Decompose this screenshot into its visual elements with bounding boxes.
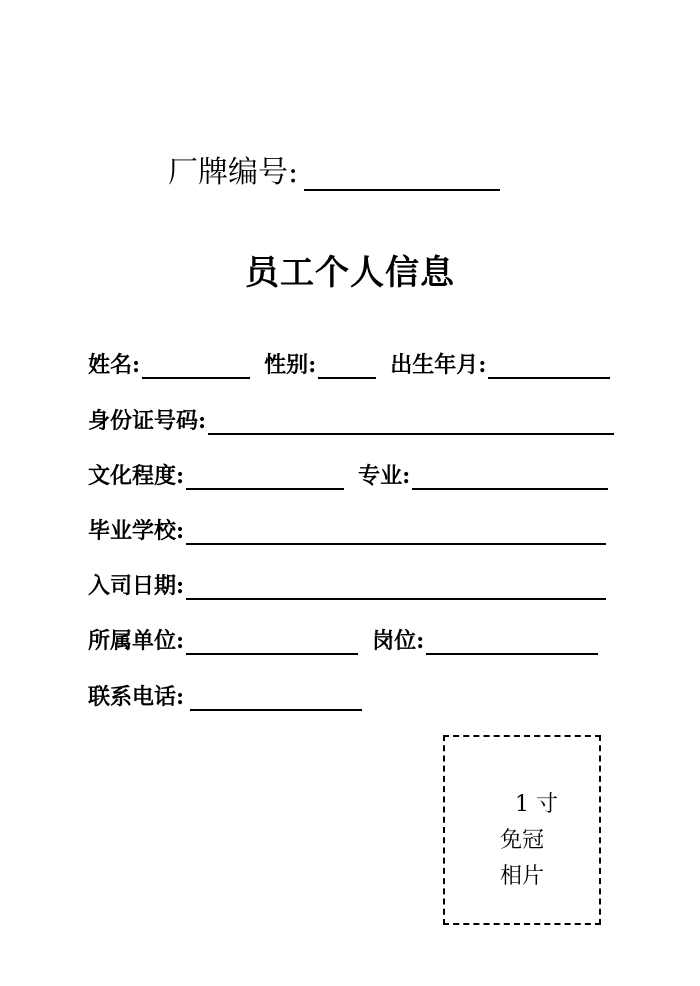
form-row-join-date (88, 568, 606, 600)
badge-number-label: 厂牌编号: (168, 155, 299, 190)
gender-field (264, 348, 376, 379)
join-date-field (88, 569, 606, 600)
education-label: 文化程度: (88, 463, 185, 489)
school-field (88, 514, 606, 545)
phone-field (88, 680, 362, 711)
form-row-department (88, 623, 598, 655)
phone-blank[interactable] (190, 685, 362, 711)
school-blank[interactable] (186, 519, 606, 545)
birth-blank[interactable] (488, 353, 610, 379)
name-field (88, 348, 250, 379)
name-label: 姓名: (88, 352, 141, 378)
form-row-school (88, 513, 606, 545)
major-field (358, 459, 608, 490)
id-label: 身份证号码: (88, 408, 207, 434)
photo-label-text: 相片 (500, 864, 545, 889)
major-blank[interactable] (412, 464, 608, 490)
department-blank[interactable] (186, 629, 358, 655)
birth-field (390, 348, 610, 379)
department-field (88, 624, 358, 655)
school-label: 毕业学校: (88, 518, 185, 544)
form-row-id (88, 403, 614, 435)
form-row-education (88, 458, 608, 490)
id-field (88, 404, 614, 435)
badge-number-blank[interactable] (304, 157, 500, 191)
gender-label: 性别: (264, 352, 317, 378)
join-date-label: 入司日期: (88, 573, 185, 599)
photo-size-text: 1 寸 (515, 792, 558, 817)
form-row-basic (88, 347, 610, 379)
badge-number-field (168, 147, 500, 191)
join-date-blank[interactable] (186, 574, 606, 600)
birth-label: 出生年月: (390, 352, 487, 378)
page-title: 员工个人信息 (245, 253, 455, 293)
photo-type-text: 免冠 (500, 828, 545, 853)
department-label: 所属单位: (88, 628, 185, 654)
position-blank[interactable] (426, 629, 598, 655)
position-label: 岗位: (372, 628, 425, 654)
form-row-phone (88, 679, 362, 711)
photo-placeholder[interactable] (443, 735, 601, 925)
gender-blank[interactable] (318, 353, 376, 379)
phone-label: 联系电话: (88, 684, 185, 710)
id-blank[interactable] (208, 409, 614, 435)
name-blank[interactable] (142, 353, 250, 379)
education-blank[interactable] (186, 464, 344, 490)
major-label: 专业: (358, 463, 411, 489)
education-field (88, 459, 344, 490)
position-field (372, 624, 598, 655)
